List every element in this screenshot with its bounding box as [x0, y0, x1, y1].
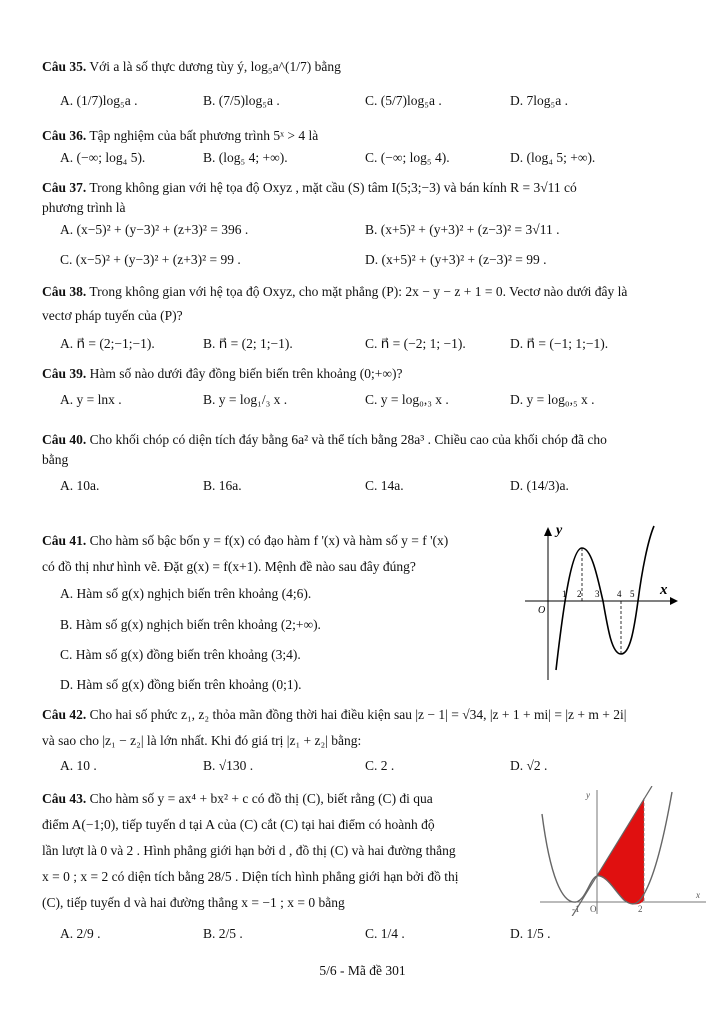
option-a[interactable]: A. (−∞; log₄ 5). — [60, 150, 146, 165]
tick-label: 2 — [577, 589, 582, 599]
question-stem-cont: có đồ thị như hình vẽ. Đặt g(x) = f(x+1). Mệnh đề nào sau đây đúng? — [42, 559, 416, 574]
question-41 — [42, 528, 512, 580]
x-axis-label: x — [660, 582, 668, 598]
option-b[interactable]: B. 2/5 . — [203, 926, 243, 941]
option-a[interactable]: A. 10a. — [60, 478, 100, 493]
page-footer: 5/6 - Mã đề 301 — [319, 963, 406, 978]
question-stem: Trong không gian với hệ tọa độ Oxyz , mặt cầu (S) tâm I(5;3;−3) và bán kính R = 3√11 có — [89, 180, 577, 195]
question-39 — [42, 364, 687, 384]
option-d[interactable]: D. (log₄ 5; +∞). — [510, 150, 596, 165]
question-stem-cont: x = 0 ; x = 2 có diện tích bằng 28/5 . Diện tích hình phẳng giới hạn bởi đồ thị — [42, 869, 459, 884]
option-d[interactable]: D. √2 . — [510, 758, 548, 773]
option-b[interactable]: B. y = log₁/₃ x . — [203, 392, 288, 407]
question-stem: Cho hàm số bậc bốn y = f(x) có đạo hàm f '(x) và hàm số y = f '(x) — [89, 533, 449, 548]
question-35 — [42, 57, 687, 77]
question-stem: Với a là số thực dương tùy ý, log₅a^(1/7) bằng — [89, 59, 341, 74]
option-b[interactable]: B. (log₅ 4; +∞). — [203, 150, 288, 165]
option-a[interactable]: A. 2/9 . — [60, 926, 101, 941]
question-36 — [42, 126, 687, 146]
tick-label: -1 — [572, 904, 580, 914]
question-37 — [42, 178, 687, 218]
option-d[interactable]: D. 7log₅a . — [510, 93, 568, 108]
question-stem: Tập nghiệm của bất phương trình 5ˣ > 4 là — [89, 128, 319, 143]
question-42 — [42, 702, 687, 754]
question-number: Câu 36. — [42, 128, 87, 143]
option-c[interactable]: C. Hàm số g(x) đồng biến trên khoảng (3;4). — [60, 647, 301, 662]
y-axis-label: y — [556, 523, 563, 538]
y-axis-label: y — [586, 790, 590, 800]
question-stem-cont: phương trình là — [42, 200, 126, 215]
question-stem-cont: và sao cho |z₁ − z₂| là lớn nhất. Khi đó giá trị |z₁ + z₂| bằng: — [42, 733, 362, 748]
option-d[interactable]: D. (14/3)a. — [510, 478, 569, 493]
option-a[interactable]: A. y = lnx . — [60, 392, 122, 407]
option-a[interactable]: A. (x−5)² + (y−3)² + (z+3)² = 396 . — [60, 222, 249, 237]
option-d[interactable]: D. y = log₀,₅ x . — [510, 392, 595, 407]
question-number: Câu 35. — [42, 59, 87, 74]
q35-options — [60, 93, 700, 115]
question-stem: Hàm số nào dưới đây đồng biến biến trên khoảng (0;+∞)? — [89, 366, 403, 381]
question-stem: Cho khối chóp có diện tích đáy bằng 6a² và thể tích bằng 28a³ . Chiều cao của khối chóp đã cho — [89, 432, 607, 447]
q41-derivative-graph — [520, 520, 690, 685]
question-stem: Cho hai số phức z₁, z₂ thỏa mãn đồng thời hai điều kiện sau |z − 1| = √34, |z + 1 + mi| = |z + m + 2i| — [89, 707, 627, 722]
q42-options — [60, 758, 700, 780]
option-d[interactable]: D. n⃗ = (−1; 1;−1). — [510, 336, 609, 351]
option-c[interactable]: C. (−∞; log₅ 4). — [365, 150, 450, 165]
quartic-curve — [542, 792, 672, 904]
origin-label: O — [538, 605, 546, 616]
option-a[interactable]: A. (1/7)log₅a . — [60, 93, 138, 108]
option-d[interactable]: D. Hàm số g(x) đồng biến trên khoảng (0;1). — [60, 677, 302, 692]
question-43 — [42, 786, 514, 916]
question-number: Câu 43. — [42, 791, 87, 806]
option-a[interactable]: A. n⃗ = (2;−1;−1). — [60, 336, 155, 351]
derivative-curve — [556, 526, 654, 670]
q37-options-row1 — [60, 222, 700, 244]
tick-label: 2 — [638, 904, 643, 914]
shaded-region — [597, 798, 644, 904]
q43-options — [60, 926, 700, 948]
origin-label: O — [590, 904, 597, 914]
q39-options — [60, 392, 700, 414]
option-c[interactable]: C. (5/7)log₅a . — [365, 93, 442, 108]
option-b[interactable]: B. (x+5)² + (y+3)² + (z−3)² = 3√11 . — [365, 222, 560, 237]
option-a[interactable]: A. Hàm số g(x) nghịch biến trên khoảng (4;6). — [60, 586, 312, 601]
option-b[interactable]: B. Hàm số g(x) nghịch biến trên khoảng (2;+∞). — [60, 617, 321, 632]
tick-label: 4 — [617, 589, 622, 599]
q37-options-row2 — [60, 252, 700, 274]
question-number: Câu 37. — [42, 180, 87, 195]
q36-options — [60, 150, 700, 172]
option-c[interactable]: C. 14a. — [365, 478, 404, 493]
option-b[interactable]: B. n⃗ = (2; 1;−1). — [203, 336, 293, 351]
option-c[interactable]: C. 2 . — [365, 758, 395, 773]
option-c[interactable]: C. y = log₀,₃ x . — [365, 392, 449, 407]
question-stem-cont: vectơ pháp tuyến của (P)? — [42, 308, 183, 323]
option-c[interactable]: C. 1/4 . — [365, 926, 405, 941]
option-a[interactable]: A. 10 . — [60, 758, 97, 773]
question-number: Câu 39. — [42, 366, 87, 381]
q43-graph — [540, 786, 710, 916]
question-40 — [42, 430, 687, 470]
option-c[interactable]: C. n⃗ = (−2; 1; −1). — [365, 336, 466, 351]
question-number: Câu 38. — [42, 284, 87, 299]
option-d[interactable]: D. 1/5 . — [510, 926, 551, 941]
question-number: Câu 41. — [42, 533, 87, 548]
question-stem: Trong không gian với hệ tọa độ Oxyz, cho mặt phẳng (P): 2x − y − z + 1 = 0. Vectơ nào dưới đây là — [89, 284, 628, 299]
q38-options — [60, 336, 700, 358]
question-stem: Cho hàm số y = ax⁴ + bx² + c có đồ thị (C), biết rằng (C) đi qua — [89, 791, 433, 806]
option-d[interactable]: D. (x+5)² + (y+3)² + (z−3)² = 99 . — [365, 252, 547, 267]
option-b[interactable]: B. (7/5)log₅a . — [203, 93, 280, 108]
option-b[interactable]: B. √130 . — [203, 758, 254, 773]
question-number: Câu 40. — [42, 432, 87, 447]
question-38 — [42, 280, 687, 328]
x-axis-label: x — [696, 890, 700, 900]
question-stem-cont: điểm A(−1;0), tiếp tuyến d tại A của (C) cắt (C) tại hai điểm có hoành độ — [42, 817, 435, 832]
tick-label: 1 — [562, 589, 567, 599]
question-number: Câu 42. — [42, 707, 87, 722]
option-c[interactable]: C. (x−5)² + (y−3)² + (z+3)² = 99 . — [60, 252, 241, 267]
q40-options — [60, 478, 700, 500]
question-stem-cont: bằng — [42, 452, 69, 467]
option-b[interactable]: B. 16a. — [203, 478, 242, 493]
tick-label: 3 — [595, 589, 600, 599]
question-stem-cont: lần lượt là 0 và 2 . Hình phẳng giới hạn bởi d , đồ thị (C) và hai đường thẳng — [42, 843, 456, 858]
question-stem-cont: (C), tiếp tuyến d và hai đường thẳng x = −1 ; x = 0 bằng — [42, 895, 345, 910]
tick-label: 5 — [630, 589, 635, 599]
